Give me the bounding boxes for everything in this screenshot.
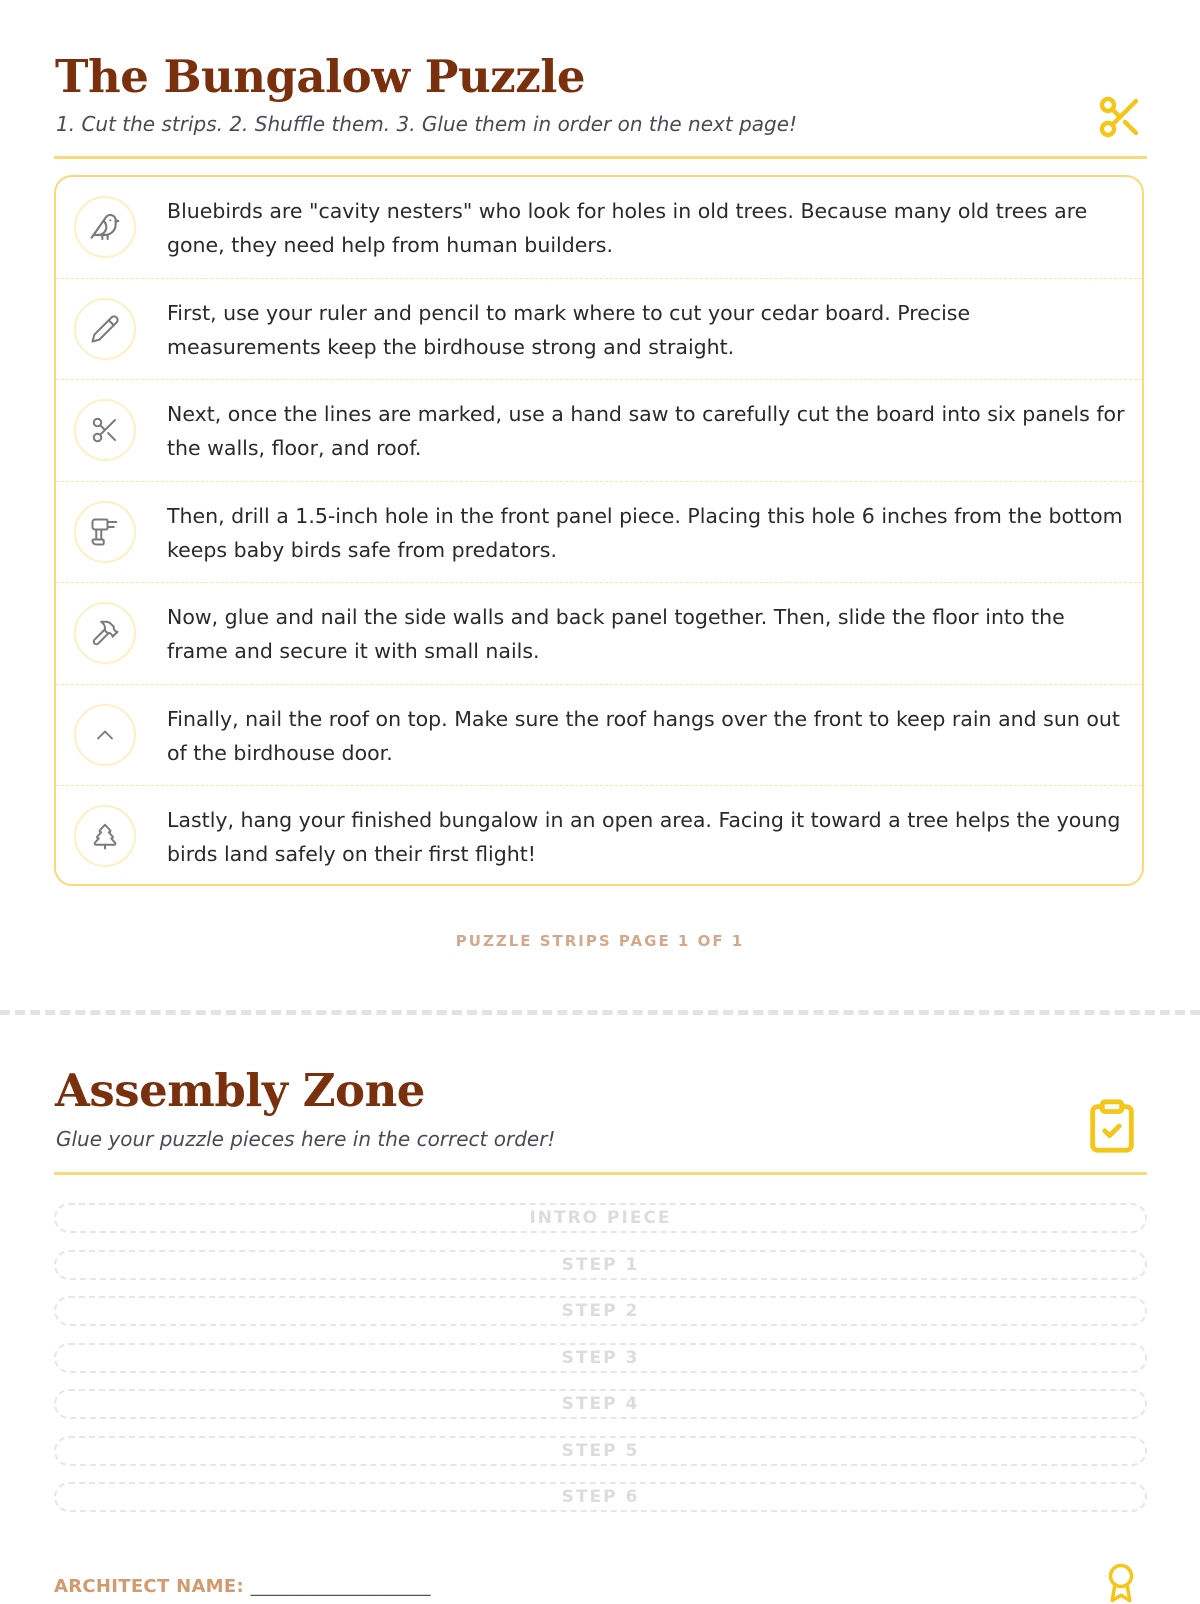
- strip-text: Next, once the lines are marked, use a hand saw to carefully cut the board into six panels for the walls, floor, and roof.: [167, 402, 1125, 460]
- glue-slot-intro[interactable]: INTRO PIECE: [54, 1203, 1147, 1233]
- scissors-icon: [1096, 93, 1144, 141]
- strip-text: Now, glue and nail the side walls and back panel together. Then, slide the floor into the frame and secure it with small nails.: [167, 605, 1065, 663]
- glue-slot-step-3[interactable]: STEP 3: [54, 1343, 1147, 1373]
- award-icon: [1100, 1562, 1142, 1604]
- cut-line-divider: [0, 1010, 1200, 1015]
- page-subtitle: 1. Cut the strips. 2. Shuffle them. 3. Glue them in order on the next page!: [56, 112, 798, 136]
- header-rule: [54, 156, 1147, 159]
- puzzle-strip[interactable]: [56, 482, 1142, 584]
- clipboard-check-icon: [1083, 1094, 1141, 1158]
- assembly-rule: [54, 1172, 1147, 1175]
- assembly-title: Assembly Zone: [55, 1064, 425, 1117]
- tree-icon: [90, 821, 120, 851]
- hammer-icon: [90, 618, 120, 648]
- assembly-slots: [54, 1203, 1147, 1529]
- glue-slot-step-4[interactable]: STEP 4: [54, 1389, 1147, 1419]
- puzzle-strip[interactable]: [56, 583, 1142, 685]
- page-footer: PUZZLE STRIPS PAGE 1 OF 1: [455, 932, 745, 950]
- strip-text: First, use your ruler and pencil to mark where to cut your cedar board. Precise measurements keep the birdhouse strong and straight.: [167, 300, 971, 359]
- roof-chevron-icon: [91, 721, 119, 749]
- strip-text: Finally, nail the roof on top. Make sure the roof hangs over the front to keep rain and sun out of the birdhouse door.: [167, 706, 1120, 765]
- scissors-icon: [90, 415, 120, 445]
- drill-icon: [90, 517, 120, 547]
- assembly-subtitle: Glue your puzzle pieces here in the correct order!: [56, 1127, 556, 1151]
- strip-text: Lastly, hang your finished bungalow in an open area. Facing it toward a tree helps the young birds land safely on their first flight!: [167, 808, 1121, 866]
- glue-slot-step-2[interactable]: STEP 2: [54, 1296, 1147, 1326]
- puzzle-strip[interactable]: [56, 685, 1142, 787]
- strip-text: Bluebirds are "cavity nesters" who look for holes in old trees. Because many old trees are gone, they need help from human builders.: [167, 199, 1088, 257]
- puzzle-strip[interactable]: [56, 786, 1142, 886]
- glue-slot-step-5[interactable]: STEP 5: [54, 1436, 1147, 1466]
- puzzle-strip[interactable]: [56, 279, 1142, 381]
- puzzle-strip[interactable]: [56, 177, 1142, 279]
- glue-slot-step-1[interactable]: STEP 1: [54, 1250, 1147, 1280]
- strip-text: Then, drill a 1.5-inch hole in the front panel piece. Placing this hole 6 inches from the bottom keeps baby birds safe from predators.: [167, 503, 1123, 562]
- puzzle-strips: [54, 175, 1144, 886]
- architect-name-field[interactable]: [54, 1576, 431, 1597]
- page-title: The Bungalow Puzzle: [55, 50, 585, 103]
- glue-slot-step-6[interactable]: STEP 6: [54, 1482, 1147, 1512]
- bird-icon: [89, 211, 121, 243]
- puzzle-strip[interactable]: [56, 380, 1142, 482]
- architect-name-line: ____________________: [250, 1576, 431, 1597]
- architect-name-label: ARCHITECT NAME:: [54, 1576, 244, 1597]
- pencil-icon: [90, 314, 120, 344]
